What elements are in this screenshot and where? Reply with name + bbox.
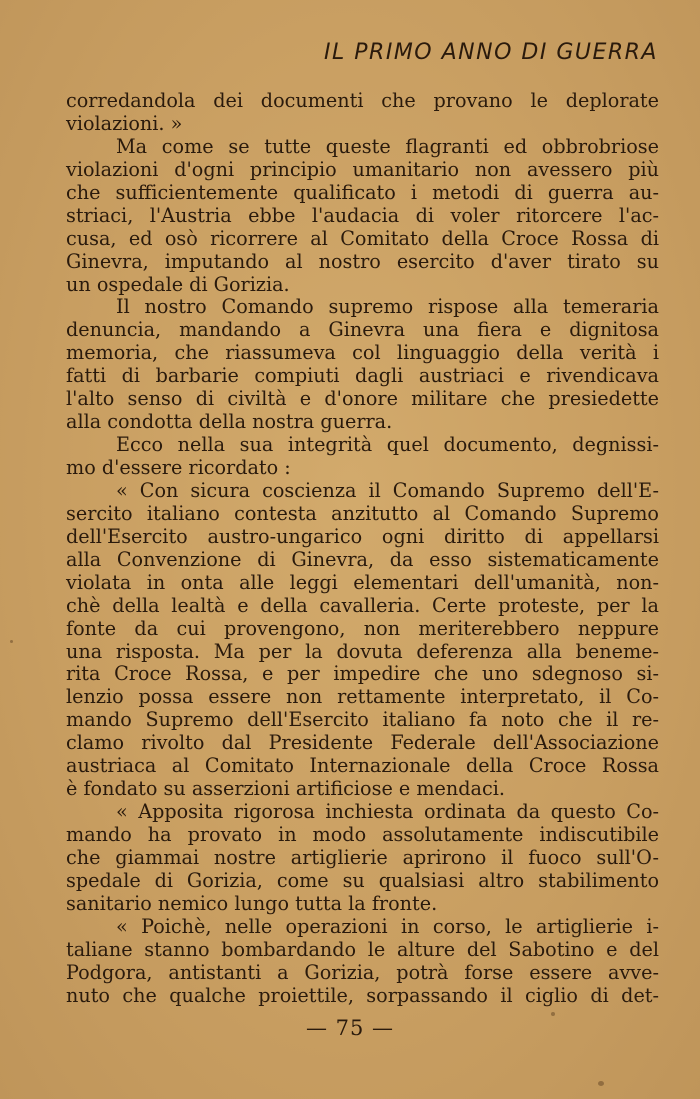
text-line: una risposta. Ma per la dovuta deferenza alla beneme- <box>66 639 659 663</box>
text-line: Il nostro Comando supremo rispose alla temeraria <box>116 295 659 319</box>
text-line: sanitario nemico lungo tutta la fronte. <box>66 891 438 915</box>
text-line: « Poichè, nelle operazioni in corso, le artiglierie i- <box>116 914 659 938</box>
text-line: è fondato su asserzioni artificiose e mendaci. <box>66 777 505 801</box>
text-line: alla Convenzione di Ginevra, da esso sistematicamente <box>66 547 659 571</box>
text-line: clamo rivolto dal Presidente Federale dell'Associazione <box>66 731 659 755</box>
text-line: striaci, l'Austria ebbe l'audacia di voler ritorcere l'ac- <box>66 203 659 227</box>
text-line: che sufficientemente qualificato i metodi di guerra au- <box>66 180 659 204</box>
text-line: denuncia, mandando a Ginevra una fiera e dignitosa <box>66 318 659 342</box>
text-line: mando ha provato in modo assolutamente indiscutibile <box>66 823 659 846</box>
page-number: — 75 — <box>305 1016 395 1040</box>
text-line: memoria, che riassumeva col linguaggio della verità i <box>66 341 659 365</box>
text-line: violazioni. » <box>66 111 183 135</box>
text-line: « Con sicura coscienza il Comando Supremo dell'E- <box>116 478 659 502</box>
text-line: sercito italiano contesta anzitutto al Comando Supremo <box>66 501 659 525</box>
text-line: Ma come se tutte queste flagranti ed obbrobriose <box>116 134 659 158</box>
text-line: mando Supremo dell'Esercito italiano fa noto che il re- <box>66 708 659 732</box>
text-line: taliane stanno bombardando le alture del Sabotino e del <box>66 937 659 961</box>
text-line: Podgora, antistanti a Gorizia, potrà forse essere avve- <box>66 960 659 984</box>
paper-speck <box>551 1012 555 1016</box>
text-line: dell'Esercito austro-ungarico ogni diritto di appellarsi <box>66 524 659 548</box>
text-line: Ginevra, imputando al nostro esercito d'aver tirato su <box>66 249 659 273</box>
text-line: nuto che qualche proiettile, sorpassando il ciglio di det- <box>66 983 659 1007</box>
text-line: un ospedale di Gorizia. <box>66 272 290 296</box>
text-line: alla condotta della nostra guerra. <box>66 410 393 434</box>
body-text <box>66 90 659 1008</box>
text-line: cusa, ed osò ricorrere al Comitato della Croce Rossa di <box>66 226 659 250</box>
text-line: corredandola dei documenti che provano le deplorate <box>66 89 659 112</box>
paper-speck <box>10 640 13 643</box>
text-line: fatti di barbarie compiuti dagli austriaci e rivendicava <box>66 364 659 388</box>
text-line: che giammai nostre artiglierie aprirono il fuoco sull'O- <box>66 845 659 869</box>
text-line: rita Croce Rossa, e per impedire che uno sdegnoso si- <box>66 662 659 686</box>
running-header: IL PRIMO ANNO DI GUERRA <box>324 40 658 65</box>
text-line: « Apposita rigorosa inchiesta ordinata da questo Co- <box>116 800 659 824</box>
text-line: chè della lealtà e della cavalleria. Certe proteste, per la <box>66 593 659 617</box>
text-line: violazioni d'ogni principio umanitario non avessero più <box>66 157 659 181</box>
text-line: Ecco nella sua integrità quel documento, degnissi- <box>116 433 659 457</box>
text-line: l'alto senso di civiltà e d'onore militare che presiedette <box>66 387 659 411</box>
text-line: spedale di Gorizia, come su qualsiasi altro stabilimento <box>66 868 659 892</box>
paper-speck <box>598 1081 604 1086</box>
text-line: mo d'essere ricordato : <box>66 456 291 479</box>
text-line: lenzio possa essere non rettamente interpretato, il Co- <box>66 685 659 709</box>
text-line: violata in onta alle leggi elementari dell'umanità, non- <box>66 570 659 594</box>
text-line: austriaca al Comitato Internazionale della Croce Rossa <box>66 754 659 778</box>
text-line: fonte da cui provengono, non meriterebbero neppure <box>66 616 659 640</box>
